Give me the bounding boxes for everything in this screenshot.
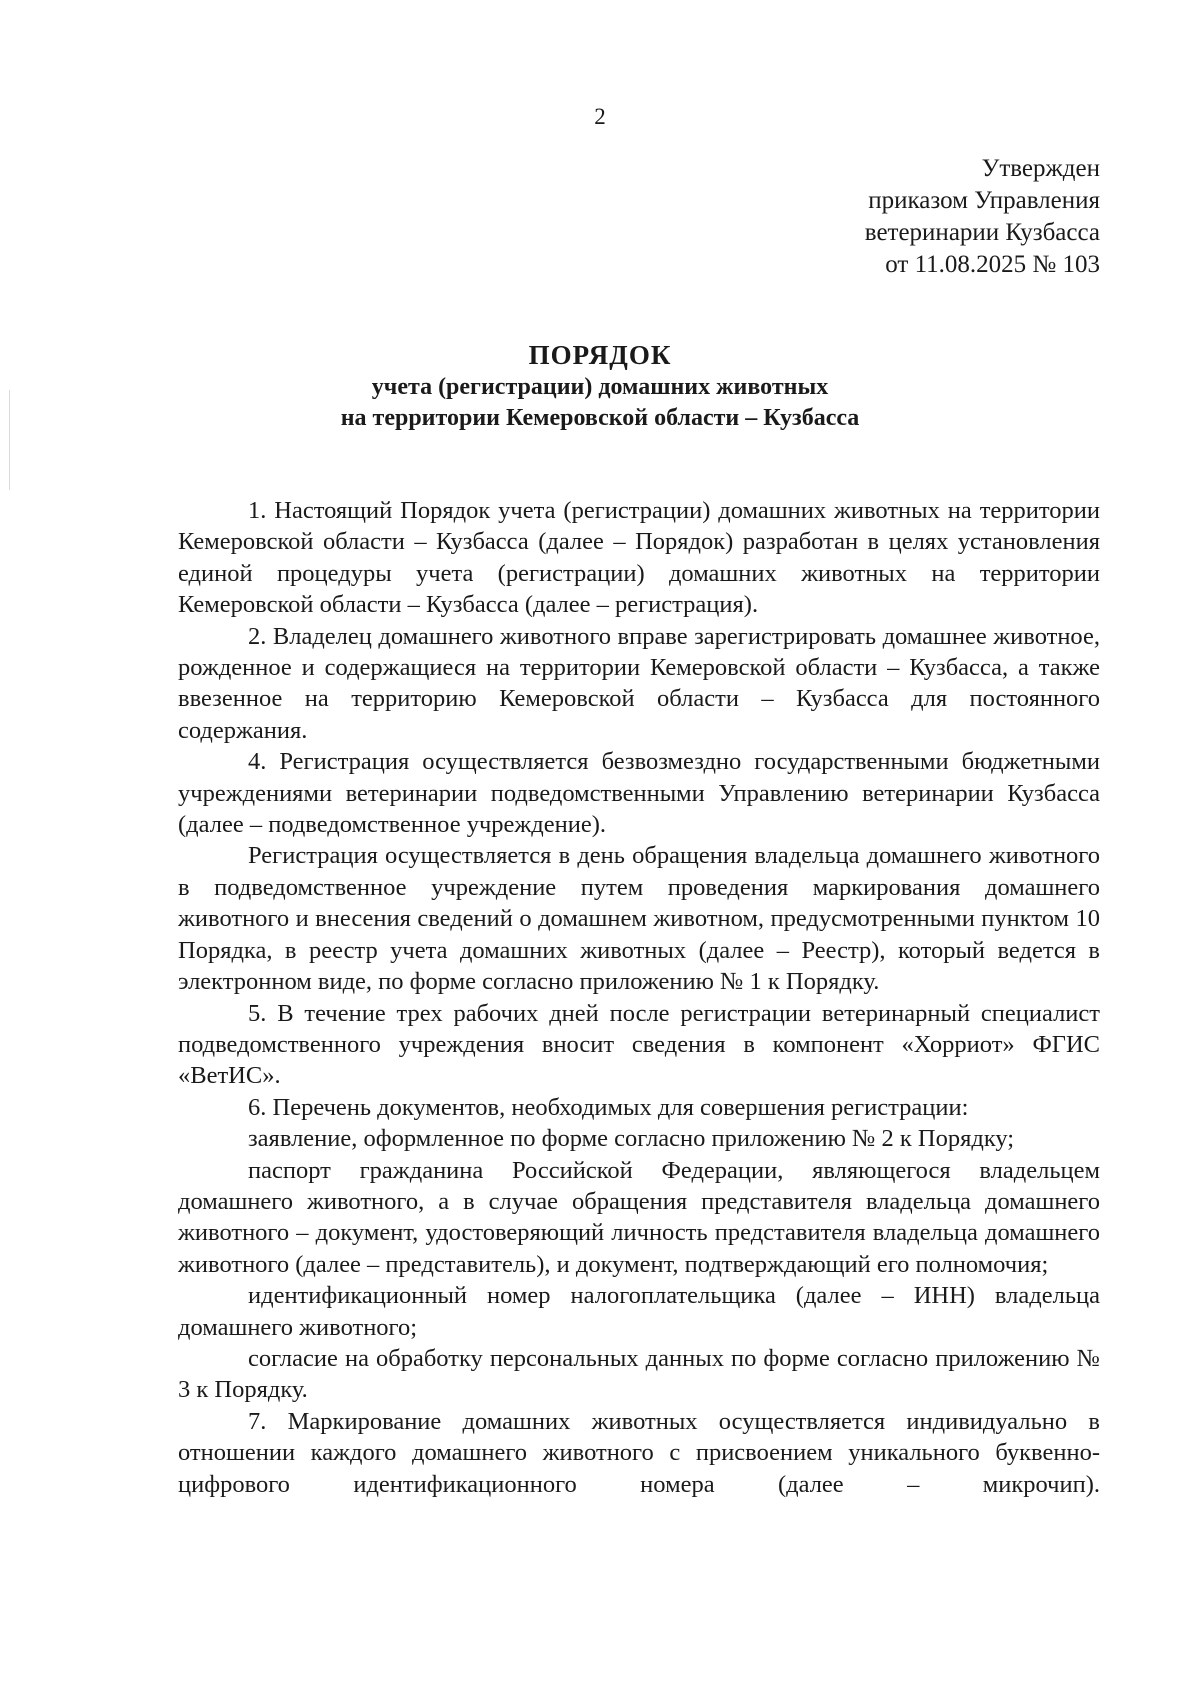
paragraph-4: 4. Регистрация осуществляется безвозмездно государственными бюджетными учреждениями ветеринарии подведомственными Управлению ветеринарии Кузбасса (далее – подведомственное учреждение). xyxy=(178,748,1100,839)
approval-line-2: приказом Управления xyxy=(868,187,1100,214)
approval-line-1: Утвержден xyxy=(981,155,1100,182)
document-body xyxy=(178,495,1100,1500)
paragraph-1: 1. Настоящий Порядок учета (регистрации) домашних животных на территории Кемеровской области – Кузбасса (далее – Порядок) разработан в целях установления единой процедуры учета (регистрации) домашних животных на территории Кемеровской области – Кузбасса (далее – регистрация). xyxy=(178,497,1100,619)
paragraph-6-inn: идентификационный номер налогоплательщика (далее – ИНН) владельца домашнего животного; xyxy=(178,1282,1100,1341)
paragraph-5: 5. В течение трех рабочих дней после регистрации ветеринарный специалист подведомственного учреждения вносит сведения в компонент «Хорриот» ФГИС «ВетИС». xyxy=(178,999,1100,1090)
paragraph-6-consent: согласие на обработку персональных данных по форме согласно приложению № 3 к Порядку. xyxy=(178,1344,1100,1404)
paragraph-2: 2. Владелец домашнего животного вправе зарегистрировать домашнее животное, рожденное и содержащиеся на территории Кемеровской области – Кузбасса, а также ввезенное на территорию Кемеровской области – Кузбасса для постоянного содержания. xyxy=(178,622,1100,744)
paragraph-6-application: заявление, оформленное по форме согласно приложению № 2 к Порядку; xyxy=(248,1125,1015,1153)
paragraph-4-registration: Регистрация осуществляется в день обращения владельца домашнего животного в подведомственное учреждение путем проведения маркирования домашнего животного и внесения сведений о домашнем животном, предусмотренными пунктом 10 Порядка, в реестр учета домашних животных (далее – Реестр), который ведется в электронном виде, по форме согласно приложению № 1 к Порядку. xyxy=(178,842,1100,996)
approval-stamp-block xyxy=(865,153,1100,281)
paragraph-6: 6. Перечень документов, необходимых для совершения регистрации: xyxy=(248,1093,969,1121)
document-title-block xyxy=(0,338,1200,434)
approval-line-4: от 11.08.2025 № 103 xyxy=(885,251,1100,278)
document-title: ПОРЯДОК xyxy=(528,340,672,370)
page-number: 2 xyxy=(594,104,606,129)
paragraph-7: 7. Маркирование домашних животных осуществляется индивидуально в отношении каждого домашнего животного с присвоением уникального буквенно-цифрового идентификационного номера (далее – микрочип). xyxy=(178,1407,1100,1498)
paragraph-6-passport: паспорт гражданина Российской Федерации, являющегося владельцем домашнего животного, а в случае обращения представителя владельца домашнего животного – документ, удостоверяющий личность представителя владельца домашнего животного (далее – представитель), и документ, подтверждающий его полномочия; xyxy=(178,1156,1100,1278)
document-subtitle-line-1: учета (регистрации) домашних животных xyxy=(371,374,829,400)
document-subtitle-line-2: на территории Кемеровской области – Кузбасса xyxy=(340,405,860,431)
approval-line-3: ветеринарии Кузбасса xyxy=(864,219,1100,246)
